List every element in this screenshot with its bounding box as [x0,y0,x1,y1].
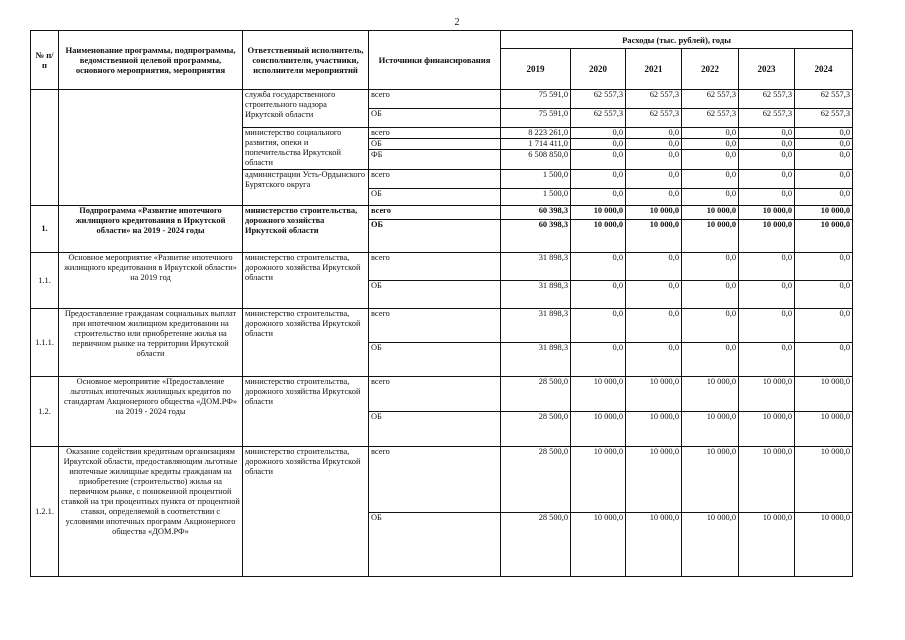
value-cell: 0,0 [795,281,853,309]
value-cell: 10 000,0 [739,412,795,447]
page-number: 2 [454,17,460,28]
value-cell: 0,0 [571,139,626,150]
value-cell: 10 000,0 [682,513,739,577]
value-cell: 0,0 [739,281,795,309]
value-cell: 0,0 [739,343,795,377]
value-cell: 0,0 [626,281,682,309]
value-cell: 0,0 [571,189,626,206]
value-cell: 0,0 [626,150,682,170]
source-cell: ОБ [369,281,501,309]
source-cell: ОБ [369,139,501,150]
value-cell: 0,0 [739,189,795,206]
header-year: 2022 [682,49,739,90]
table-row [31,309,853,343]
value-cell: 0,0 [739,139,795,150]
header-no: № п/п [31,31,59,90]
value-cell: 0,0 [571,253,626,281]
value-cell: 0,0 [795,189,853,206]
table-row [31,206,853,220]
value-cell: 10 000,0 [682,377,739,412]
value-cell: 10 000,0 [795,447,853,513]
value-cell: 0,0 [626,253,682,281]
value-cell: 31 898,3 [501,253,571,281]
value-cell: 62 557,3 [795,90,853,109]
source-cell: ОБ [369,513,501,577]
value-cell: 10 000,0 [739,377,795,412]
header-year: 2019 [501,49,571,90]
value-cell: 28 500,0 [501,513,571,577]
source-cell: ОБ [369,220,501,253]
source-cell: всего [369,253,501,281]
value-cell: 10 000,0 [739,206,795,220]
table-row [31,377,853,412]
value-cell: 1 500,0 [501,189,571,206]
value-cell: 0,0 [795,128,853,139]
value-cell: 0,0 [795,170,853,189]
header-year: 2021 [626,49,682,90]
value-cell: 28 500,0 [501,412,571,447]
value-cell: 0,0 [626,139,682,150]
value-cell: 10 000,0 [626,513,682,577]
source-cell: всего [369,309,501,343]
value-cell: 10 000,0 [739,513,795,577]
value-cell: 0,0 [682,128,739,139]
value-cell: 28 500,0 [501,447,571,513]
value-cell: 10 000,0 [571,513,626,577]
value-cell: 10 000,0 [682,206,739,220]
row-number: 1.2. [31,377,59,447]
executor-cell: служба государственного строительного надзора Иркутской области [243,90,369,128]
value-cell: 10 000,0 [571,377,626,412]
value-cell: 10 000,0 [795,377,853,412]
item-name: Основное мероприятие «Предоставление льготных ипотечных жилищных кредитов по стандартам Акционерного общества «ДОМ.РФ» на 2019 - 2024 годы [59,377,243,447]
value-cell: 10 000,0 [795,206,853,220]
header-executor: Ответственный исполнитель, соисполнители, участники, исполнители мероприятий [243,31,369,90]
value-cell: 10 000,0 [795,513,853,577]
table-row [31,253,853,281]
value-cell: 10 000,0 [795,412,853,447]
item-name: Подпрограмма «Развитие ипотечного жилищного кредитования в Иркутской области» на 2019 - 2024 годы [59,206,243,253]
value-cell: 0,0 [626,309,682,343]
value-cell: 8 223 261,0 [501,128,571,139]
value-cell: 0,0 [571,128,626,139]
source-cell: всего [369,128,501,139]
value-cell: 0,0 [795,139,853,150]
table-row [31,447,853,513]
value-cell: 10 000,0 [626,447,682,513]
executor-cell: министерство строительства, дорожного хозяйства Иркутской области [243,447,369,577]
source-cell: всего [369,90,501,109]
source-cell: всего [369,170,501,189]
source-cell: всего [369,447,501,513]
executor-cell: администрации Усть-Ордынского Бурятского округа [243,170,369,206]
header-year: 2023 [739,49,795,90]
value-cell: 10 000,0 [626,377,682,412]
value-cell: 10 000,0 [626,206,682,220]
row-number: 1.1. [31,253,59,309]
value-cell: 0,0 [571,150,626,170]
source-cell: ФБ [369,150,501,170]
value-cell: 31 898,3 [501,343,571,377]
header-expenses: Расходы (тыс. рублей), годы [501,31,853,49]
value-cell: 10 000,0 [682,447,739,513]
value-cell: 0,0 [682,139,739,150]
value-cell: 0,0 [626,128,682,139]
empty-name-cell [59,90,243,206]
value-cell: 0,0 [739,150,795,170]
header-name: Наименование программы, подпрограммы, ведомственной целевой программы, основного мероприятия, мероприятия [59,31,243,90]
executor-cell: министерство строительства, дорожного хозяйства Иркутской области [243,253,369,309]
value-cell: 10 000,0 [795,220,853,253]
value-cell: 0,0 [571,309,626,343]
row-number: 1. [31,206,59,253]
value-cell: 0,0 [571,343,626,377]
value-cell: 0,0 [682,170,739,189]
value-cell: 0,0 [682,281,739,309]
source-cell: ОБ [369,412,501,447]
source-cell: ОБ [369,343,501,377]
value-cell: 62 557,3 [571,90,626,109]
value-cell: 0,0 [626,170,682,189]
value-cell: 28 500,0 [501,377,571,412]
value-cell: 10 000,0 [571,220,626,253]
item-name: Оказание содействия кредитным организациям Иркутской области, предоставляющим льготные ипотечные жилищные кредиты гражданам на приобретение (строительство) жилья на первичном рынке, с пониженной процентной ставкой на три процентных пункта от процентной ставки, определяемой в соответствии с условиями ипотечных программ Акционерного общества «ДОМ.РФ» [59,447,243,577]
table-row [31,90,853,109]
value-cell: 0,0 [795,343,853,377]
row-number: 1.1.1. [31,309,59,377]
header-year: 2024 [795,49,853,90]
value-cell: 0,0 [739,309,795,343]
header-year: 2020 [571,49,626,90]
value-cell: 62 557,3 [626,90,682,109]
row-number: 1.2.1. [31,447,59,577]
item-name: Основное мероприятие «Развитие ипотечного жилищного кредитования в Иркутской области» на 2019 год [59,253,243,309]
value-cell: 62 557,3 [739,90,795,109]
empty-no-cell [31,90,59,206]
value-cell: 62 557,3 [795,109,853,128]
value-cell: 62 557,3 [571,109,626,128]
budget-table [30,30,853,577]
value-cell: 10 000,0 [626,412,682,447]
value-cell: 60 398,3 [501,220,571,253]
value-cell: 0,0 [626,189,682,206]
value-cell: 1 714 411,0 [501,139,571,150]
value-cell: 0,0 [682,253,739,281]
executor-cell: министерство социального развития, опеки и попечительства Иркутской области [243,128,369,170]
value-cell: 10 000,0 [739,220,795,253]
value-cell: 0,0 [795,150,853,170]
value-cell: 31 898,3 [501,309,571,343]
executor-cell: министерство строительства, дорожного хозяйства Иркутской области [243,377,369,447]
value-cell: 0,0 [739,128,795,139]
value-cell: 0,0 [795,309,853,343]
item-name: Предоставление гражданам социальных выплат при ипотечном жилищном кредитовании на строительство или приобретение жилья на первичном рынке на территории Иркутской области [59,309,243,377]
value-cell: 10 000,0 [571,206,626,220]
value-cell: 0,0 [626,343,682,377]
source-cell: ОБ [369,109,501,128]
value-cell: 0,0 [795,253,853,281]
value-cell: 0,0 [682,309,739,343]
header-source: Источники финансирования [369,31,501,90]
value-cell: 1 500,0 [501,170,571,189]
source-cell: всего [369,377,501,412]
value-cell: 0,0 [739,253,795,281]
value-cell: 10 000,0 [571,447,626,513]
value-cell: 10 000,0 [682,220,739,253]
value-cell: 10 000,0 [571,412,626,447]
value-cell: 0,0 [571,281,626,309]
source-cell: всего [369,206,501,220]
value-cell: 10 000,0 [739,447,795,513]
executor-cell: министерство строительства, дорожного хозяйства Иркутской области [243,309,369,377]
value-cell: 62 557,3 [682,90,739,109]
value-cell: 62 557,3 [626,109,682,128]
value-cell: 62 557,3 [682,109,739,128]
value-cell: 0,0 [739,170,795,189]
value-cell: 10 000,0 [626,220,682,253]
value-cell: 75 591,0 [501,109,571,128]
value-cell: 6 508 850,0 [501,150,571,170]
source-cell: ОБ [369,189,501,206]
value-cell: 75 591,0 [501,90,571,109]
value-cell: 31 898,3 [501,281,571,309]
executor-cell: министерство строительства, дорожного хозяйства Иркутской области [243,206,369,253]
value-cell: 10 000,0 [682,412,739,447]
value-cell: 0,0 [682,343,739,377]
value-cell: 62 557,3 [739,109,795,128]
value-cell: 60 398,3 [501,206,571,220]
value-cell: 0,0 [682,189,739,206]
value-cell: 0,0 [571,170,626,189]
value-cell: 0,0 [682,150,739,170]
